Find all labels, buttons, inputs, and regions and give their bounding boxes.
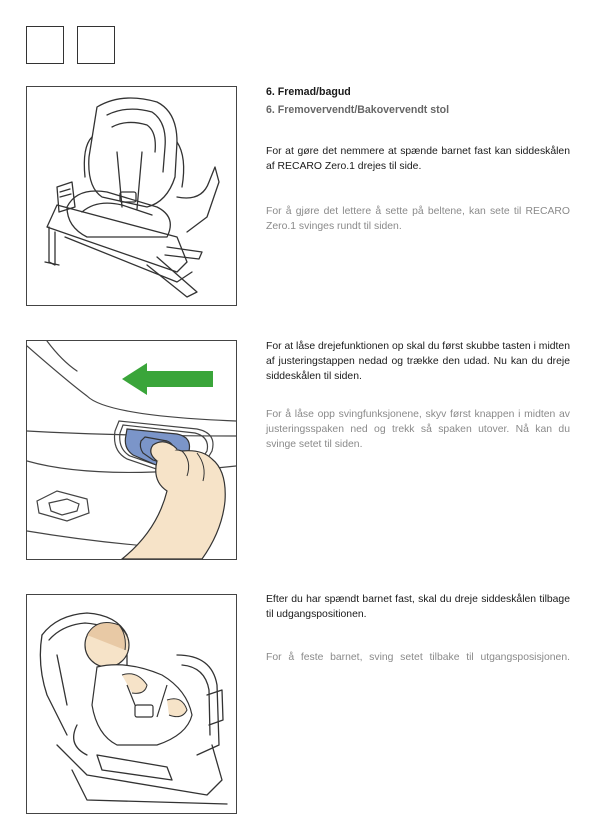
illustration-seat-rotated (26, 86, 237, 306)
section-title-da: 6. Fremad/bagud (266, 86, 351, 98)
step-3-text-da: Efter du har spændt barnet fast, skal du dreje siddeskålen tilbage til udgangspositionen. (266, 594, 570, 620)
illustration-release-button (26, 340, 237, 560)
step-3-text-no: For å feste barnet, sving setet tilbake til utgangsposisjonen. (266, 652, 570, 663)
direction-arrow (122, 363, 213, 395)
step-2-text-da: For at låse drejefunktionen op skal du først skubbe tasten i midten af justeringstappen nedad og trække den udad. Nu kan du dreje siddeskålen til siden. (266, 341, 570, 382)
step-1-text-da: For at gøre det nemmere at spænde barnet fast kan siddeskålen af RECARO Zero.1 drejes til side. (266, 146, 570, 172)
section-title-no: 6. Fremovervendt/Bakovervendt stol (266, 104, 450, 116)
illustration-child-in-seat (26, 594, 237, 814)
blank-square-left (26, 26, 64, 64)
blank-square-right (77, 26, 115, 64)
step-2-text-no: For å låse opp svingfunksjonene, skyv først knappen i midten av justeringsspaken ned og trekk så spaken utover. Nå kan du svinge setet til siden. (266, 409, 570, 450)
step-1-text-no: For å gjøre det lettere å sette på beltene, kan sete til RECARO Zero.1 svinges rundt til siden. (266, 206, 570, 232)
